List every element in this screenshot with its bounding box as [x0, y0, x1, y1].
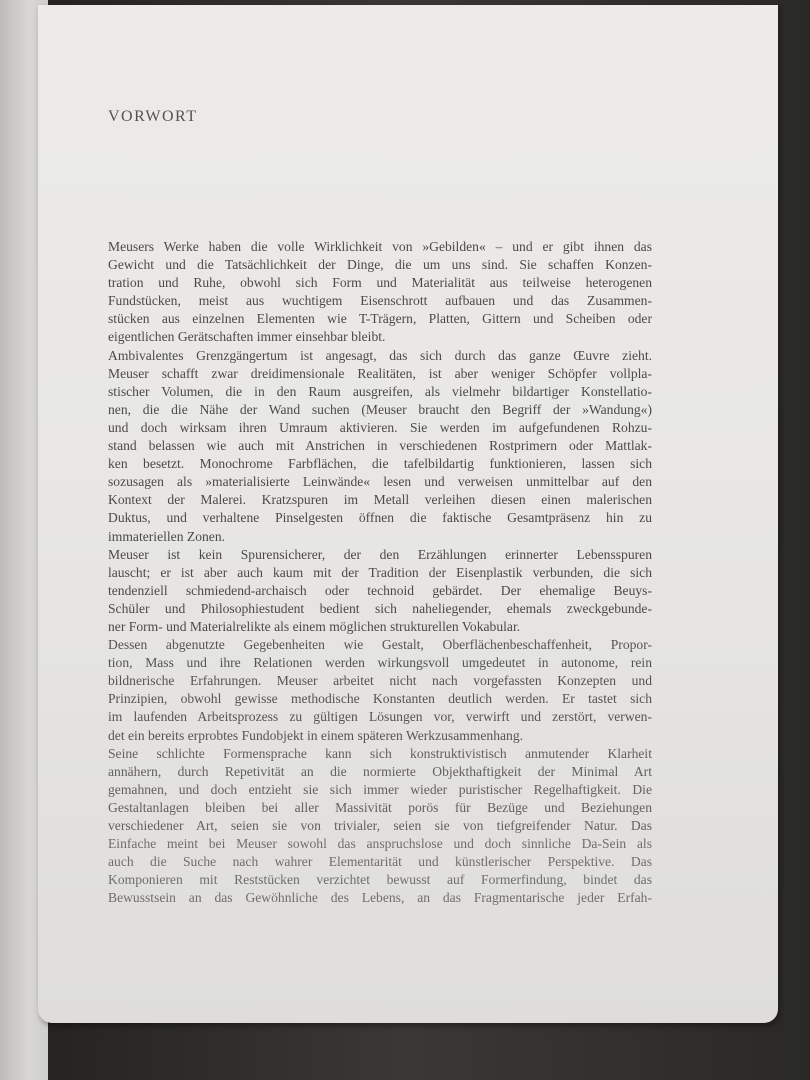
text-line: lauscht; er ist aber auch kaum mit der Tradition der Eisenplastik verbunden, die sich	[108, 564, 652, 580]
text-line: tration und Ruhe, obwohl sich Form und Materialität aus teilweise heterogenen	[108, 275, 652, 291]
text-line: Fundstücken, meist aus wuchtigem Eisenschrott aufbauen und das Zusammen-	[108, 293, 652, 309]
text-line: annähern, durch Repetivität an die normierte Objekthaftigkeit der Minimal Art	[108, 763, 652, 779]
text-line: Komponieren mit Reststücken verzichtet bewusst auf Formerfindung, bindet das	[108, 872, 652, 888]
text-line: nen, die die Nähe der Wand suchen (Meuser braucht den Begriff der »Wandung«)	[108, 401, 652, 417]
text-line: Gewicht und die Tatsächlichkeit der Dinge, die um uns sind. Sie schaffen Konzen-	[108, 257, 652, 273]
text-line: stücken aus einzelnen Elementen wie T-Trägern, Platten, Gittern und Scheiben oder	[108, 311, 652, 327]
text-line: Meuser ist kein Spurensicherer, der den Erzählungen erinnerter Lebensspuren	[108, 546, 652, 562]
text-line: Seine schlichte Formensprache kann sich konstruktivistisch anmutender Klarheit	[108, 745, 652, 761]
text-line: Dessen abgenutzte Gegebenheiten wie Gestalt, Oberflächenbeschaffenheit, Propor-	[108, 637, 652, 653]
text-line: Einfache meint bei Meuser sowohl das anspruchslose und doch sinnliche Da-Sein als	[108, 836, 652, 852]
text-line: bildnerische Erfahrungen. Meuser arbeitet nicht nach vorgefassten Konzepten und	[108, 673, 652, 689]
text-line: sozusagen als »materialisierte Leinwände« lesen und verweisen unmittelbar auf den	[108, 474, 652, 490]
text-line: Bewusstsein an das Gewöhnliche des Lebens, an das Fragmentarische jeder Erfah-	[108, 890, 652, 906]
text-line: Kontext der Malerei. Kratzspuren im Metall verleihen diesen einen malerischen	[108, 492, 652, 508]
text-line: tion, Mass und ihre Relationen werden wirkungsvoll umgedeutet in autonome, rein	[108, 655, 652, 671]
page-heading: VORWORT	[108, 108, 198, 125]
text-line: Schüler und Philosophiestudent bedient sich naheliegender, ehemals zweckgebunde-	[108, 600, 652, 616]
text-line: Prinzipien, obwohl gewisse methodische Konstanten deutlich werden. Er tastet sich	[108, 691, 652, 707]
text-line: und doch wirksam ihren Umraum aktivieren. Sie werden im aufgefundenen Rohzu-	[108, 419, 652, 435]
text-line: Duktus, und verhaltene Pinselgesten öffnen die faktische Gesamtpräsenz hin zu	[108, 510, 652, 526]
text-line: auch die Suche nach wahrer Elementarität und künstlerischer Perspektive. Das	[108, 854, 652, 870]
text-line: immateriellen Zonen.	[108, 528, 226, 544]
text-line: ken besetzt. Monochrome Farbflächen, die tafelbildartig funktionieren, lassen sich	[108, 456, 652, 472]
text-line: Ambivalentes Grenzgängertum ist angesagt, das sich durch das ganze Œuvre zieht.	[108, 347, 652, 363]
text-line: eigentlichen Gerätschaften immer einsehbar bleibt.	[108, 329, 386, 345]
text-line: Meuser schafft zwar dreidimensionale Realitäten, ist aber weniger Schöpfer vollpla-	[108, 365, 652, 381]
text-line: Meusers Werke haben die volle Wirklichkeit von »Gebilden« – und er gibt ihnen das	[108, 239, 652, 254]
book-page	[38, 5, 778, 1023]
text-line: stischer Volumen, die in den Raum ausgreifen, als vielmehr bildartiger Konstellatio-	[108, 383, 652, 399]
text-line: gemahnen, und doch entzieht sie sich immer wieder puristischer Regelhaftigkeit. Die	[108, 781, 652, 797]
body-text	[108, 238, 652, 907]
text-line: ner Form- und Materialrelikte als einem möglichen strukturellen Vokabular.	[108, 618, 521, 634]
text-line: verschiedener Art, seien sie von trivialer, seien sie von tiefgreifender Natur. Das	[108, 818, 652, 833]
text-line: tendenziell schmiedend-archaisch oder technoid gebärdet. Der ehemalige Beuys-	[108, 582, 652, 598]
text-line: stand belassen wie auch mit Anstrichen in verschiedenen Rostprimern oder Mattlak-	[108, 438, 652, 454]
text-line: im laufenden Arbeitsprozess zu gültigen Lösungen vor, verwirft und zerstört, verwen-	[108, 709, 652, 725]
text-line: Gestaltanlagen bleiben bei aller Massivität porös für Bezüge und Beziehungen	[108, 799, 652, 815]
text-line: det ein bereits erprobtes Fundobjekt in einem späteren Werkzusammenhang.	[108, 727, 524, 743]
